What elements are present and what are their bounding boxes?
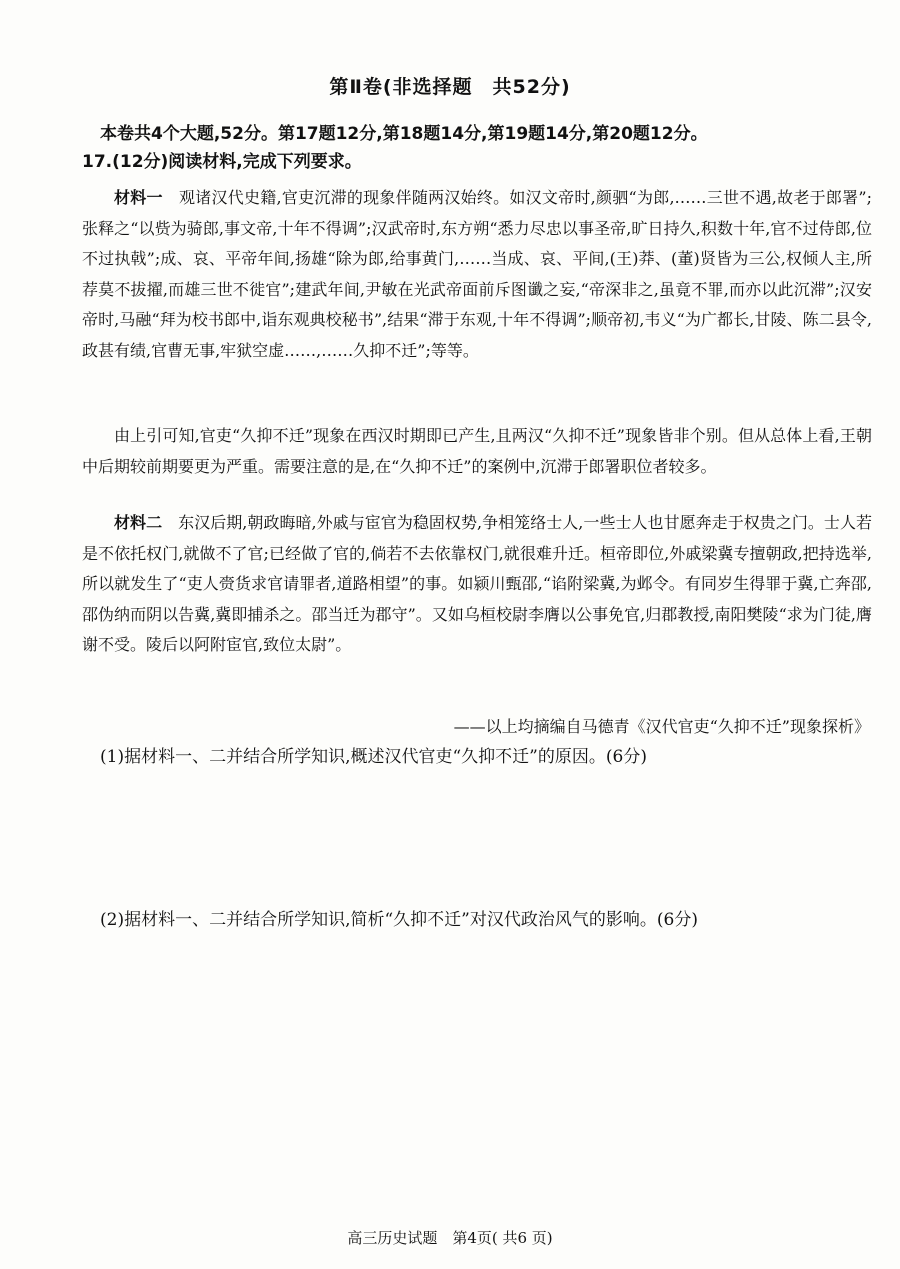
material-two-label: 材料二	[114, 513, 163, 532]
material-one-text: 观诸汉代史籍,官吏沉滞的现象伴随两汉始终。如汉文帝时,颜驷“为郎,……三世不遇,故老于郎署”;张释之“以赀为骑郎,事文帝,十年不得调”;汉武帝时,东方朔“悉力尽忠以事圣帝,旷日持久,积数十年,官不过侍郎,位不过执戟”;成、哀、平帝年间,扬雄“除为郎,给事黄门,……当成、哀、平间,(王)莽、(董)贤皆为三公,权倾人主,所荐莫不拔擢,而雄三世不徙官”;建武年间,尹敏在光武帝面前斥图谶之妄,“帝深非之,虽竟不罪,而亦以此沉滞”;汉安帝时,马融“拜为校书郎中,诣东观典校秘书”,结果“滞于东观,十年不得调”;顺帝初,韦义“为广都长,甘陵、陈二县令,政甚有绩,官曹无事,牢狱空虚……,……久抑不迁”;等等。	[82, 188, 872, 360]
material-two-text: 东汉后期,朝政晦暗,外戚与宦官为稳固权势,争相笼络士人,一些士人也甘愿奔走于权贵之门。士人若是不依托权门,就做不了官;已经做了官的,倘若不去依靠权门,就很难升迁。桓帝即位,外戚梁冀专擅朝政,把持选举,所以就发生了“吏人赍货求官请罪者,道路相望”的事。如颍川甄邵,“谄附梁冀,为邺令。有同岁生得罪于冀,亡奔邵,邵伪纳而阴以告冀,冀即捕杀之。邵当迁为郡守”。又如乌桓校尉李膺以公事免官,归郡教授,南阳樊陵“求为门徒,膺谢不受。陵后以阿附宦官,致位太尉”。	[82, 513, 872, 654]
sub-question-1: (1)据材料一、二并结合所学知识,概述汉代官吏“久抑不迁”的原因。(6分)	[100, 747, 647, 767]
material-one	[82, 183, 872, 366]
sub-question-2: (2)据材料一、二并结合所学知识,简析“久抑不迁”对汉代政治风气的影响。(6分)	[100, 910, 698, 930]
analysis-paragraph: 由上引可知,官吏“久抑不迁”现象在西汉时期即已产生,且两汉“久抑不迁”现象皆非个别。但从总体上看,王朝中后期较前期要更为严重。需要注意的是,在“久抑不迁”的案例中,沉滞于郎署职位者较多。	[82, 426, 872, 476]
section-instructions: 本卷共4个大题,52分。第17题12分,第18题14分,第19题14分,第20题12分。	[100, 124, 708, 144]
question-17-prompt: 17.(12分)阅读材料,完成下列要求。	[82, 152, 362, 172]
material-one-label: 材料一	[114, 188, 163, 207]
page-footer: 高三历史试题 第4页( 共6 页)	[347, 1229, 553, 1247]
section-title: 第Ⅱ卷(非选择题 共52分)	[329, 76, 571, 98]
material-two	[82, 508, 872, 661]
source-citation: ——以上均摘编自马德青《汉代官吏“久抑不迁”现象探析》	[453, 717, 870, 736]
